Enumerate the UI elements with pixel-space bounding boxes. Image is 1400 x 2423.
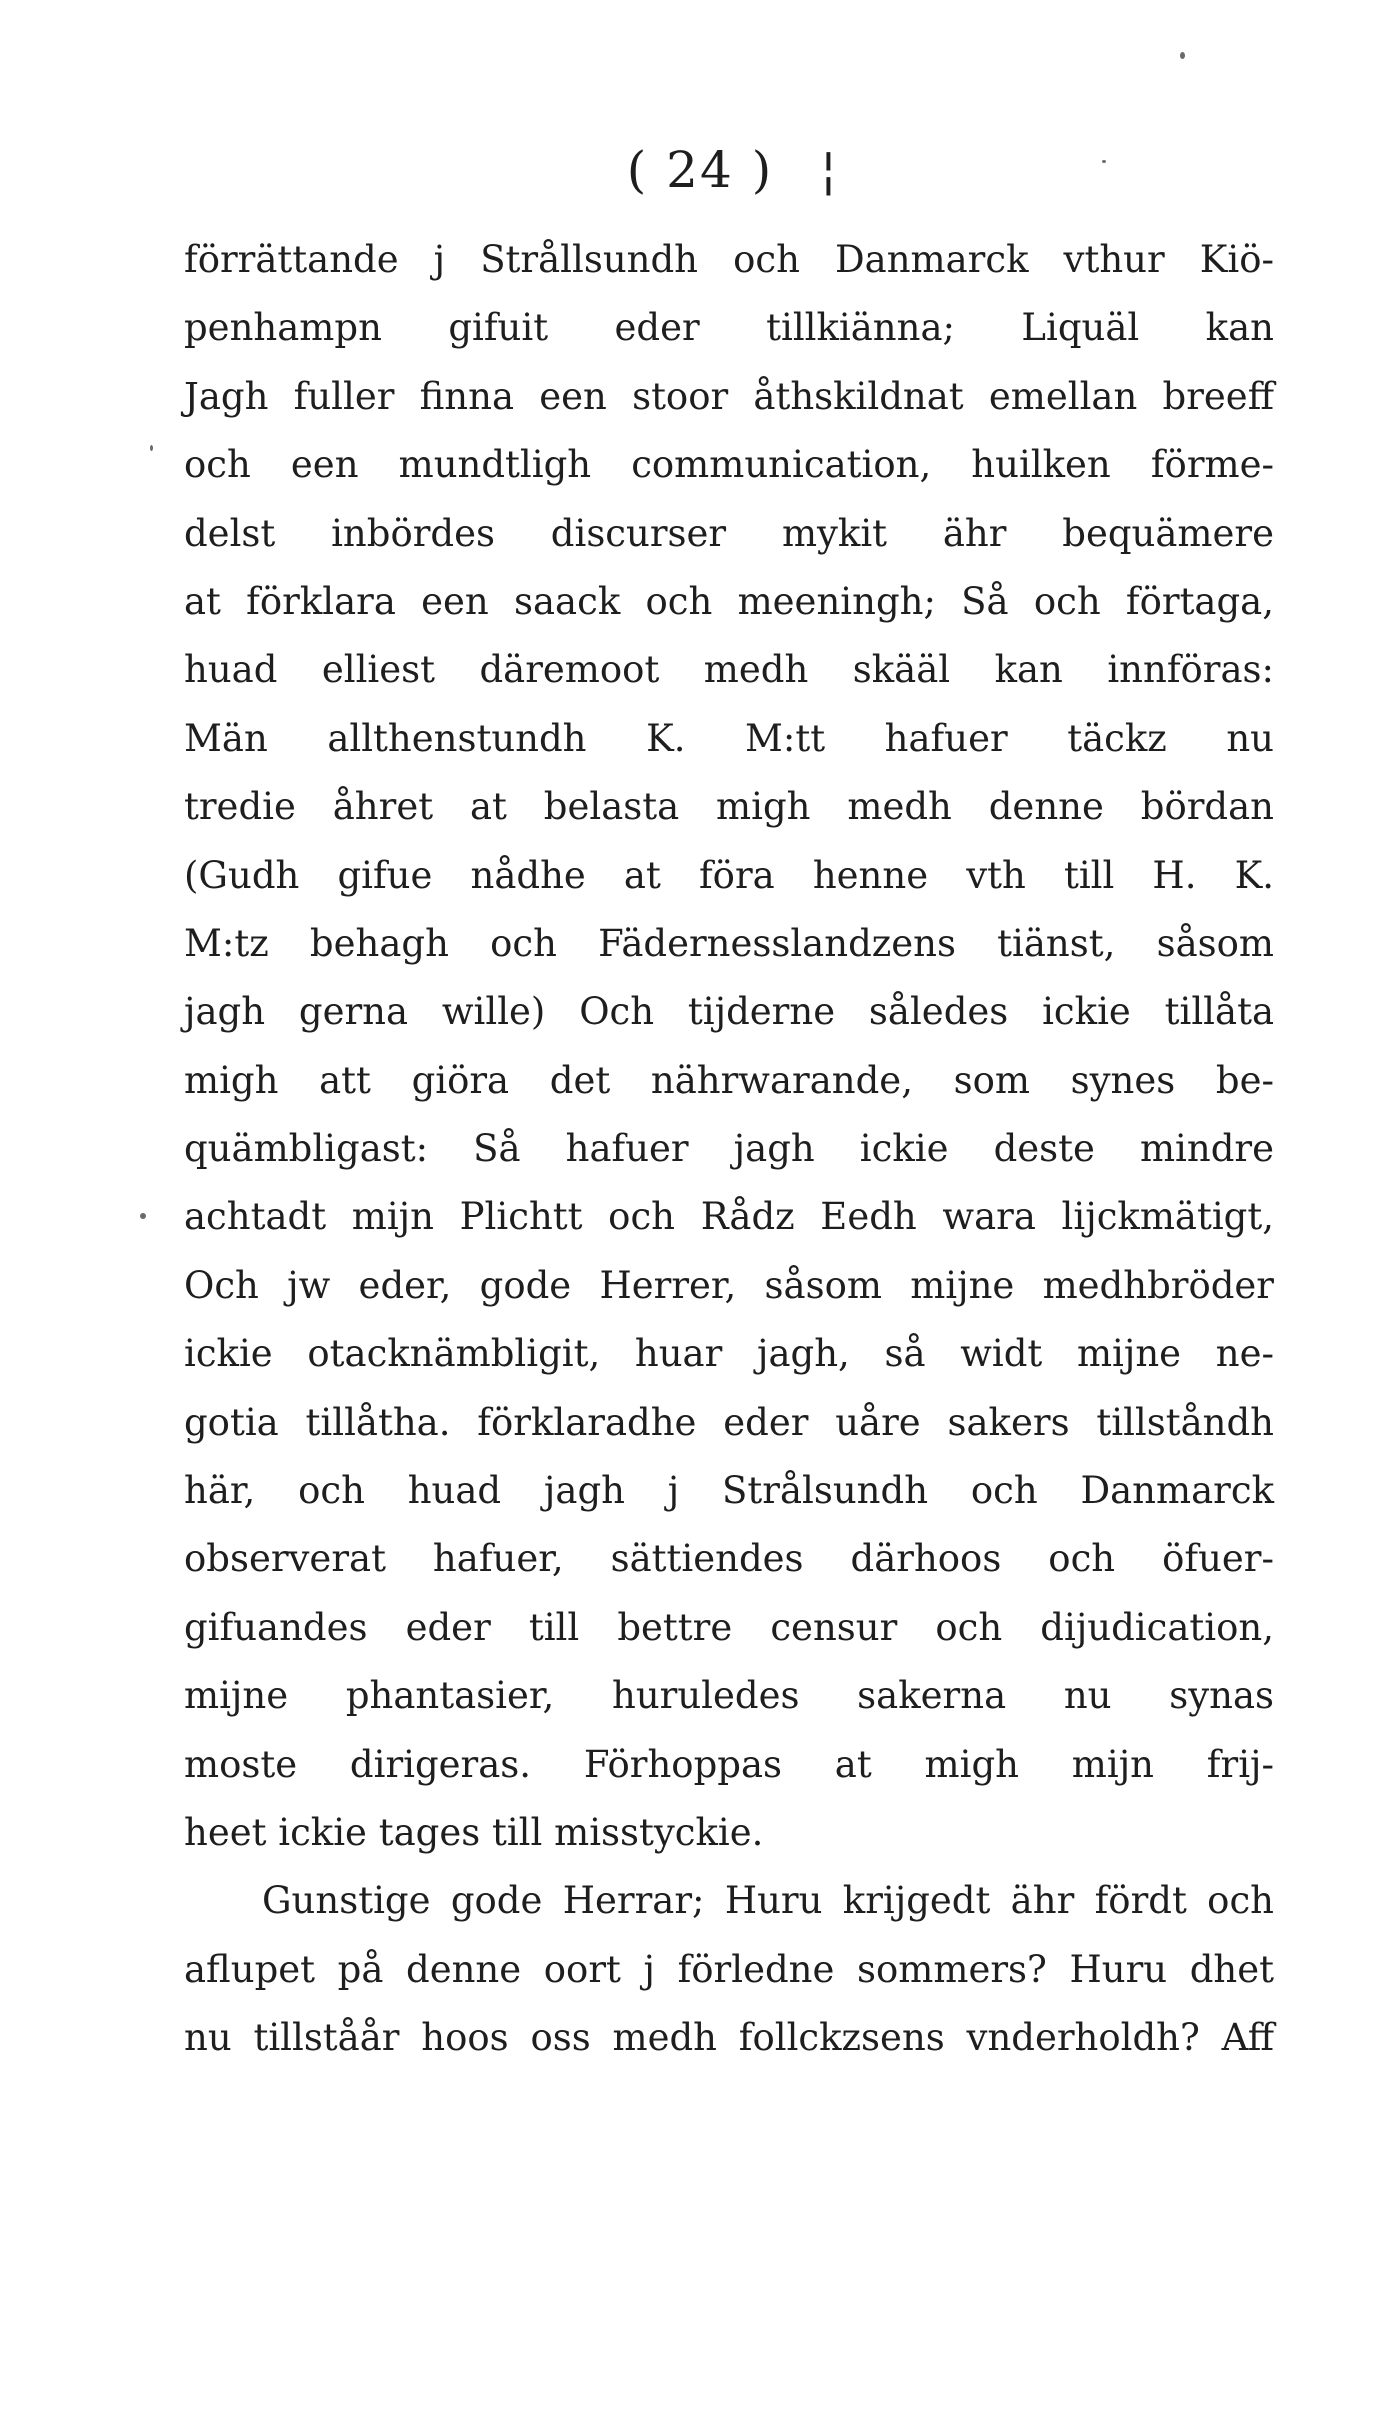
text-line: moste dirigeras. Förhoppas at migh mijn frij- [184, 1742, 1274, 1786]
stray-mark-icon: ¦ [820, 141, 839, 199]
text-line: ickie otacknämbligit, huar jagh, så widt mijne ne- [184, 1332, 1274, 1376]
paragraph-1 [184, 226, 1274, 1867]
text-line: huad elliest däremoot medh skääl kan innföras: [184, 648, 1274, 692]
body-text [184, 226, 1274, 2073]
paragraph-2 [184, 1867, 1274, 2072]
text-line: (Gudh gifue nådhe at föra henne vth till H. K. [184, 853, 1274, 897]
text-line: aflupet på denne oort j förledne sommers? Huru dhet [184, 1947, 1274, 1991]
text-line: M:tz behagh och Fädernesslandzens tiänst, såsom [184, 921, 1274, 965]
paper-speck-icon [150, 445, 153, 451]
text-line: tredie åhret at belasta migh medh denne bördan [184, 785, 1274, 829]
text-line: gifuandes eder till bettre censur och dijudication, [184, 1605, 1274, 1649]
text-line: heet ickie tages till misstyckie. [184, 1810, 764, 1854]
text-line: delst inbördes discurser mykit ähr bequämere [184, 511, 1274, 555]
text-line: Jagh fuller finna een stoor åthskildnat emellan breeff [184, 374, 1274, 418]
text-line: förrättande j Strållsundh och Danmarck vthur Kiö- [184, 238, 1274, 281]
paper-speck-icon [140, 1213, 146, 1219]
text-line: achtadt mijn Plichtt och Rådz Eedh wara lijckmätigt, [184, 1195, 1274, 1239]
text-line: quämbligast: Så hafuer jagh ickie deste mindre [184, 1127, 1274, 1171]
paper-speck-icon [1180, 52, 1185, 59]
text-line: observerat hafuer, sättiendes därhoos och öfuer- [184, 1537, 1274, 1581]
text-line: Gunstige gode Herrar; Huru krijgedt ähr fördt och [262, 1879, 1274, 1923]
text-line: Män allthenstundh K. M:tt hafuer täckz nu [184, 716, 1274, 760]
paper-speck-icon [1102, 160, 1106, 163]
page-number: ( 24 ) [626, 141, 774, 199]
text-line: migh att giöra det nährwarande, som synes be- [184, 1058, 1274, 1102]
text-line: Och jw eder, gode Herrer, såsom mijne medhbröder [184, 1263, 1274, 1307]
text-line: mijne phantasier, huruledes sakerna nu synas [184, 1674, 1274, 1718]
text-line: nu tillståår hoos oss medh follckzsens vnderholdh? Aff [184, 2016, 1274, 2060]
text-line: och een mundtligh communication, huilken förme- [184, 443, 1274, 487]
text-line: at förklara een saack och meeningh; Så och förtaga, [184, 579, 1274, 623]
text-line: här, och huad jagh j Strålsundh och Danmarck [184, 1469, 1274, 1513]
text-line: gotia tillåtha. förklaradhe eder uåre sakers tillståndh [184, 1400, 1274, 1444]
text-line: jagh gerna wille) Och tijderne således ickie tillåta [184, 990, 1274, 1034]
text-line: penhampn gifuit eder tillkiänna; Liquäl kan [184, 306, 1274, 350]
